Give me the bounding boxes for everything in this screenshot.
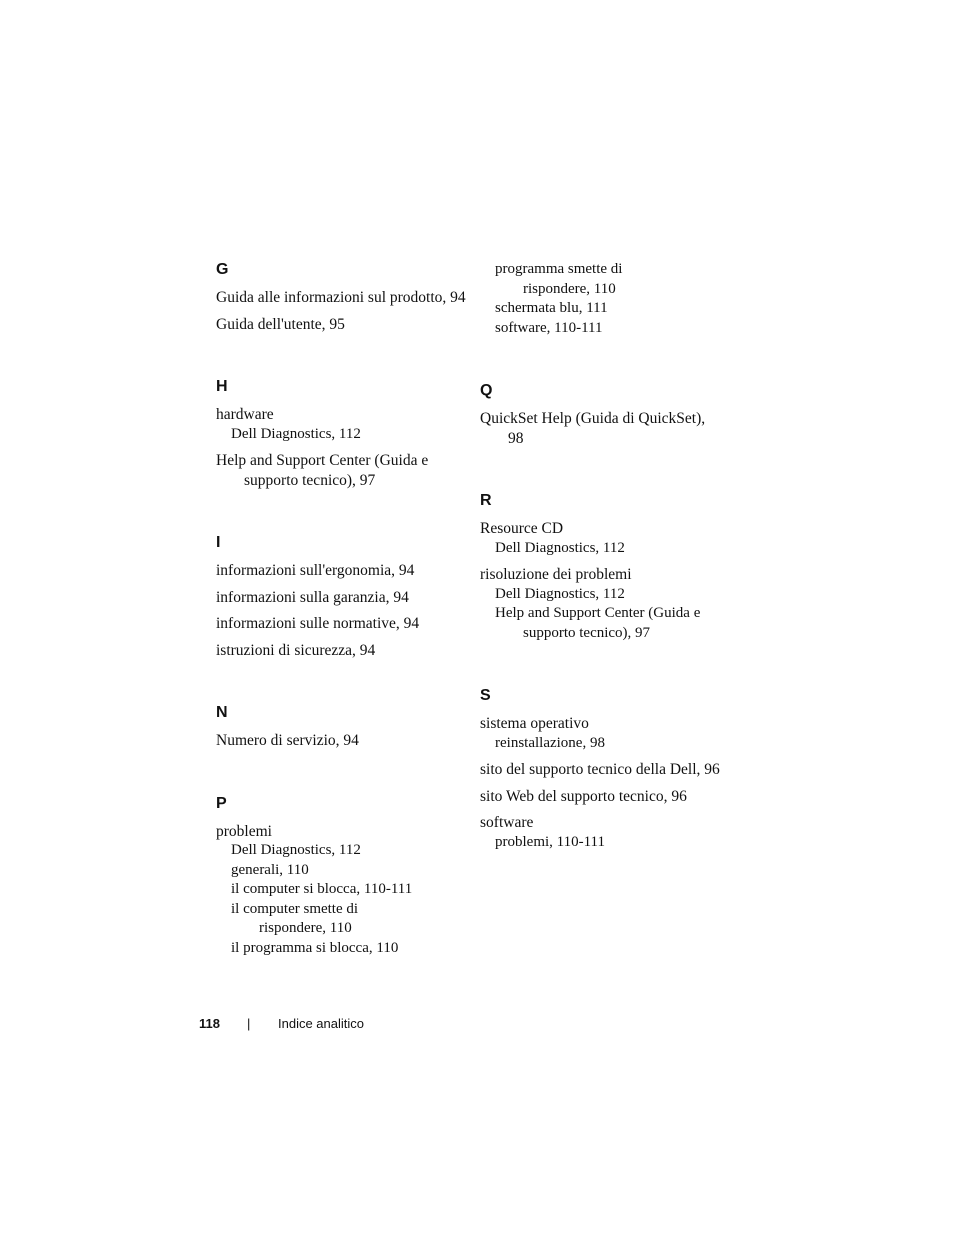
- index-subentry: il computer si blocca, 110-111: [231, 881, 413, 897]
- index-column-left: [216, 260, 466, 958]
- index-entry: Guida dell'utente, 95: [216, 315, 345, 333]
- index-entry: Numero di servizio, 94: [216, 732, 359, 749]
- index-subentry: Dell Diagnostics, 112: [495, 539, 625, 556]
- footer-page-number: [199, 1015, 220, 1033]
- index-entry: problemi: [216, 822, 272, 840]
- index-subentry: reinstallazione, 98: [495, 734, 605, 751]
- page-number: 118: [199, 1016, 220, 1031]
- footer-separator: |: [247, 1016, 251, 1031]
- index-entry: software: [480, 814, 534, 831]
- index-column-right: [480, 260, 730, 852]
- index-entry: informazioni sulla garanzia, 94: [216, 588, 409, 606]
- index-subentry: programma smette di rispondere, 110: [495, 261, 623, 297]
- index-subentry: Help and Support Center (Guida e supporto tecnico), 97: [495, 605, 701, 641]
- section-letter-r: R: [480, 492, 492, 509]
- index-entry: Guida alle informazioni sul prodotto, 94: [216, 289, 466, 306]
- section-letter-q: Q: [480, 382, 493, 399]
- section-letter-i: I: [216, 534, 221, 551]
- index-entry: istruzioni di sicurezza, 94: [216, 641, 376, 659]
- index-subentry: Dell Diagnostics, 112: [231, 842, 361, 858]
- footer-title: Indice analitico: [278, 1016, 364, 1031]
- section-letter-g: G: [216, 261, 229, 278]
- index-subentry: generali, 110: [231, 861, 309, 878]
- index-subentry: software, 110-111: [495, 319, 603, 336]
- index-entry: sito Web del supporto tecnico, 96: [480, 787, 687, 805]
- index-entry: hardware: [216, 406, 274, 423]
- index-subentry: il programma si blocca, 110: [231, 939, 399, 956]
- index-entry: sito del supporto tecnico della Dell, 96: [480, 761, 720, 778]
- index-entry: informazioni sulle normative, 94: [216, 615, 420, 632]
- section-letter-s: S: [480, 687, 491, 704]
- section-letter-p: P: [216, 794, 227, 812]
- index-subentry: il computer smette di rispondere, 110: [231, 900, 359, 936]
- section-letter-h: H: [216, 378, 228, 395]
- index-entry: risoluzione dei problemi: [480, 566, 632, 583]
- index-subentry: Dell Diagnostics, 112: [495, 585, 625, 602]
- index-entry: Help and Support Center (Guida e supporto tecnico), 97: [216, 452, 429, 489]
- index-subentry: Dell Diagnostics, 112: [231, 425, 361, 442]
- section-letter-n: N: [216, 704, 228, 721]
- index-entry: sistema operativo: [480, 715, 589, 732]
- index-entry: Resource CD: [480, 520, 564, 537]
- index-subentry: problemi, 110-111: [495, 833, 605, 850]
- index-entry: QuickSet Help (Guida di QuickSet), 98: [480, 410, 706, 447]
- index-subentry: schermata blu, 111: [495, 300, 608, 316]
- index-entry: informazioni sull'ergonomia, 94: [216, 562, 415, 579]
